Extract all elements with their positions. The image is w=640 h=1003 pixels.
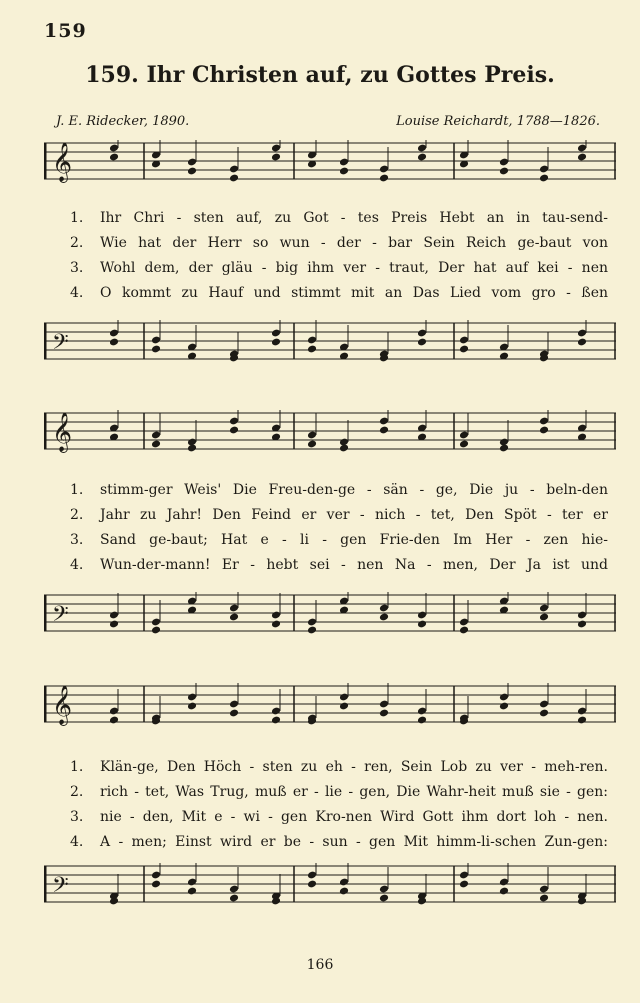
verse-line: [44, 208, 616, 233]
note-head: [339, 167, 349, 176]
note-head: [417, 620, 427, 629]
verse-text: rich - tet, Was Trug, muß er - lie - gen, Die Wahr-heit muß sie - gen:: [100, 784, 608, 800]
note-head: [379, 709, 389, 718]
note-head: [539, 894, 549, 903]
verse-line: [44, 807, 616, 832]
bass-clef-icon: 𝄢: [52, 873, 69, 903]
lyrics-block: [44, 480, 616, 580]
composer-credit: J. E. Ridecker, 1890.: [56, 114, 190, 129]
note-head: [459, 440, 469, 449]
note-head: [339, 444, 349, 453]
hymn-title: 159. Ihr Christen auf, zu Gottes Preis.: [85, 62, 555, 88]
verse-text: nie - den, Mit e - wi - gen Kro-nen Wird Gott ihm dort loh - nen.: [100, 809, 608, 825]
note-head: [339, 702, 349, 711]
note-head: [307, 345, 317, 354]
staff-lines: [44, 863, 616, 909]
verse-number: 4.: [70, 834, 84, 850]
verse-number: 2.: [70, 784, 84, 800]
bass-clef-icon: 𝄢: [52, 602, 69, 632]
note-head: [109, 338, 119, 347]
note-head: [187, 444, 197, 453]
verse-text: stimm-ger Weis' Die Freu-den-ge - sän - ge, Die ju - beln-den: [100, 482, 608, 498]
note-head: [229, 709, 239, 718]
lyrics-block: [44, 757, 616, 857]
note-head: [379, 894, 389, 903]
note-head: [187, 167, 197, 176]
staff-lines: [44, 683, 616, 729]
verse-number: 1.: [70, 759, 84, 775]
verse-number: 3.: [70, 809, 84, 825]
lyricist-credit: Louise Reichardt, 1788—1826.: [396, 114, 600, 129]
verse-number: 3.: [70, 532, 84, 548]
verse-number: 3.: [70, 260, 84, 276]
note-head: [539, 174, 549, 183]
treble-clef-icon: 𝄞: [52, 685, 73, 725]
note-head: [271, 716, 281, 725]
note-head: [459, 345, 469, 354]
staff-lines: [44, 592, 616, 638]
treble-clef-icon: 𝄞: [52, 142, 73, 182]
treble-staff: [44, 683, 616, 723]
note-head: [109, 716, 119, 725]
verse-number: 4.: [70, 285, 84, 301]
verse-number: 2.: [70, 507, 84, 523]
verse-text: O kommt zu Hauf und stimmt mit an Das Lied vom gro - ßen: [100, 285, 608, 301]
note-head: [229, 894, 239, 903]
note-head: [271, 153, 281, 162]
staff-lines: [44, 140, 616, 186]
footer-page-number: 166: [306, 957, 334, 973]
note-head: [459, 626, 469, 635]
verse-line: [44, 480, 616, 505]
note-head: [499, 444, 509, 453]
note-head: [151, 345, 161, 354]
note-head: [499, 887, 509, 896]
note-head: [577, 716, 587, 725]
staff-lines: [44, 320, 616, 366]
verse-number: 2.: [70, 235, 84, 251]
note-head: [187, 887, 197, 896]
verse-line: [44, 505, 616, 530]
note-head: [229, 426, 239, 435]
note-head: [109, 620, 119, 629]
note-head: [459, 880, 469, 889]
bass-staff: [44, 863, 616, 903]
note-head: [417, 716, 427, 725]
note-head: [539, 426, 549, 435]
note-head: [229, 613, 239, 622]
verse-line: [44, 530, 616, 555]
note-head: [577, 338, 587, 347]
verse-line: [44, 258, 616, 283]
verse-line: [44, 782, 616, 807]
note-head: [151, 440, 161, 449]
staff-lines: [44, 410, 616, 456]
verse-line: [44, 757, 616, 782]
note-head: [307, 440, 317, 449]
verse-text: Ihr Chri - sten auf, zu Got - tes Preis Hebt an in tau-send-: [100, 210, 608, 226]
note-head: [577, 153, 587, 162]
note-head: [539, 613, 549, 622]
verse-text: Wohl dem, der gläu - big ihm ver - traut, Der hat auf kei - nen: [100, 260, 608, 276]
note-head: [151, 880, 161, 889]
treble-staff: [44, 140, 616, 180]
bass-clef-icon: 𝄢: [52, 330, 69, 360]
bass-staff: [44, 320, 616, 360]
verse-line: [44, 832, 616, 857]
note-head: [499, 167, 509, 176]
page-number: 159: [44, 20, 87, 42]
verse-line: [44, 283, 616, 308]
verse-line: [44, 555, 616, 580]
verse-number: 4.: [70, 557, 84, 573]
bass-staff: [44, 592, 616, 632]
verse-text: Klän-ge, Den Höch - sten zu eh - ren, Sein Lob zu ver - meh-ren.: [100, 759, 608, 775]
note-head: [417, 153, 427, 162]
treble-staff: [44, 410, 616, 450]
verse-text: Sand ge-baut; Hat e - li - gen Frie-den Im Her - zen hie-: [100, 532, 608, 548]
note-head: [417, 338, 427, 347]
note-head: [271, 620, 281, 629]
verse-number: 1.: [70, 482, 84, 498]
verse-text: Wun-der-mann! Er - hebt sei - nen Na - men, Der Ja ist und: [100, 557, 608, 573]
verse-number: 1.: [70, 210, 84, 226]
note-head: [307, 880, 317, 889]
treble-clef-icon: 𝄞: [52, 412, 73, 452]
note-head: [379, 174, 389, 183]
note-head: [307, 626, 317, 635]
note-head: [229, 174, 239, 183]
note-head: [109, 153, 119, 162]
note-head: [151, 626, 161, 635]
lyrics-block: [44, 208, 616, 308]
note-head: [379, 613, 389, 622]
verse-line: [44, 233, 616, 258]
verse-text: A - men; Einst wird er be - sun - gen Mit himm-li-schen Zun-gen:: [100, 834, 608, 850]
note-head: [339, 887, 349, 896]
note-head: [577, 620, 587, 629]
note-head: [271, 338, 281, 347]
note-head: [539, 709, 549, 718]
note-head: [499, 702, 509, 711]
note-head: [379, 426, 389, 435]
verse-text: Jahr zu Jahr! Den Feind er ver - nich - tet, Den Spöt - ter er: [100, 507, 608, 523]
verse-text: Wie hat der Herr so wun - der - bar Sein Reich ge-baut von: [100, 235, 608, 251]
note-head: [187, 702, 197, 711]
